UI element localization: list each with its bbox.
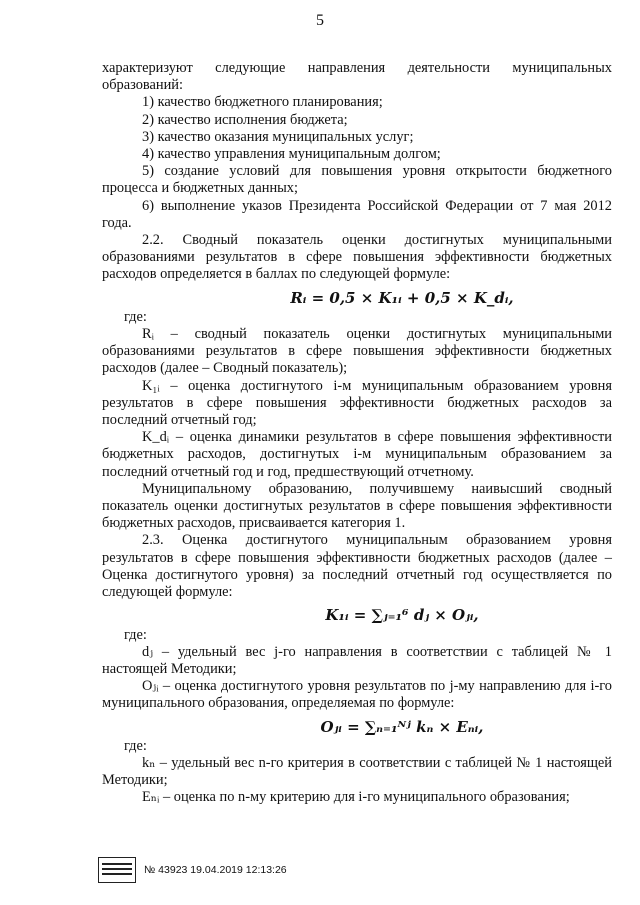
formula-k1i: K₁ᵢ = ∑ⱼ₌₁⁶ dⱼ × Oⱼᵢ, [325, 606, 479, 625]
formula-oji: Oⱼᵢ = ∑ₙ₌₁ᴺʲ kₙ × Eₙᵢ, [320, 717, 484, 736]
document-registration: № 43923 19.04.2019 12:13:26 [144, 864, 287, 876]
stamp-icon [98, 857, 136, 883]
definition-kdi: K_dᵢ – оценка динамики результатов в сфере повышения эффективности бюджетных расходов, достигнутых i-м муниципальным образованием за последний отчетный год и год, предшествующий отчетному. [102, 429, 612, 480]
section-2-3: 2.3. Оценка достигнутого муниципальным образованием уровня результатов в сфере повышения эффективности бюджетных расходов (далее – Оценка достигнутого уровня) за последний отчетный год осуществляется по следующей формуле: [102, 532, 612, 601]
definition-oji: Oⱼᵢ – оценка достигнутого уровня результатов по j-му направлению для i-го муниципального образования, определяемая по формуле: [102, 678, 612, 712]
document-body [102, 60, 612, 807]
where-label: где: [124, 308, 147, 325]
definition-k1i: K₁ᵢ – оценка достигнутого i-м муниципальным образованием уровня результатов в сфере повышения эффективности бюджетных расходов за последний отчетный год; [102, 377, 612, 429]
definition-dj: dⱼ – удельный вес j-го направления в соответствии с таблицей № 1 настоящей Методики; [102, 643, 612, 677]
section-2-2: 2.2. Сводный показатель оценки достигнутых муниципальными образованиями результатов в сфере повышения эффективности бюджетных расходов определяется в баллах по следующей формуле: [102, 232, 612, 283]
page-number: 5 [316, 12, 324, 29]
where-label: где: [124, 737, 147, 754]
definition-kn: kₙ – удельный вес n-го критерия в соответствии с таблицей № 1 настоящей Методики; [102, 754, 612, 789]
definition-eni: Eₙᵢ – оценка по n-му критерию для i-го муниципального образования; [142, 789, 570, 806]
paragraph: характеризуют следующие направления деятельности муниципальных образований: [102, 60, 612, 94]
formula-ri: Rᵢ = 0,5 × K₁ᵢ + 0,5 × K_dᵢ, [290, 288, 514, 307]
list-item: 6) выполнение указов Президента Российской Федерации от 7 мая 2012 года. [102, 197, 612, 231]
list-item: 5) создание условий для повышения уровня открытости бюджетного процесса и бюджетных данных; [102, 163, 612, 197]
definition-ri: Rᵢ – сводный показатель оценки достигнутых муниципальными образованиями результатов в сфере повышения эффективности бюджетных расходов (далее – Сводный показатель); [102, 326, 612, 377]
footer [98, 857, 287, 883]
where-label: где: [124, 626, 147, 643]
list-item: 4) качество управления муниципальным долгом; [142, 146, 441, 163]
list-item: 2) качество исполнения бюджета; [142, 111, 348, 128]
list-item: 1) качество бюджетного планирования; [142, 94, 383, 111]
list-item: 3) качество оказания муниципальных услуг; [142, 128, 414, 145]
category-paragraph: Муниципальному образованию, получившему наивысший сводный показатель оценки достигнутых результатов в сфере повышения эффективности бюджетных расходов, присваивается категория 1. [102, 480, 612, 532]
